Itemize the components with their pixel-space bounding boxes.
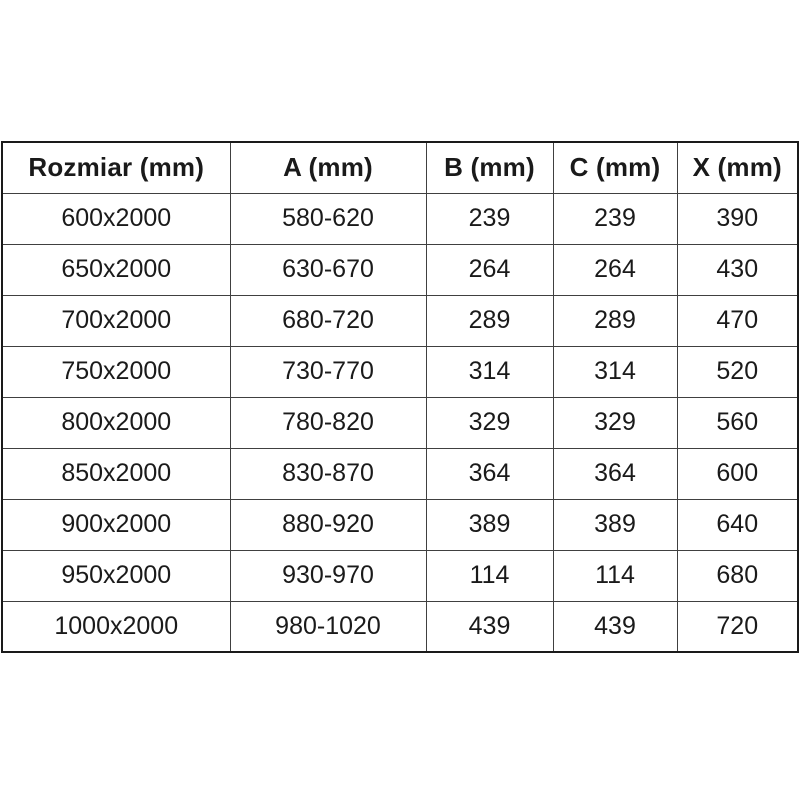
table-cell: 850x2000 xyxy=(2,448,230,499)
table-cell: 439 xyxy=(426,601,553,652)
column-header: C (mm) xyxy=(553,142,677,193)
table-cell: 750x2000 xyxy=(2,346,230,397)
table-cell: 630-670 xyxy=(230,244,426,295)
table-cell: 780-820 xyxy=(230,397,426,448)
table-cell: 430 xyxy=(677,244,798,295)
table-cell: 580-620 xyxy=(230,193,426,244)
table-row xyxy=(2,601,798,652)
table-cell: 900x2000 xyxy=(2,499,230,550)
table-cell: 650x2000 xyxy=(2,244,230,295)
column-header: X (mm) xyxy=(677,142,798,193)
table-cell: 114 xyxy=(426,550,553,601)
header-row xyxy=(2,142,798,193)
column-header: B (mm) xyxy=(426,142,553,193)
table-cell: 329 xyxy=(426,397,553,448)
table-row xyxy=(2,244,798,295)
table-cell: 364 xyxy=(553,448,677,499)
table-cell: 880-920 xyxy=(230,499,426,550)
table-cell: 264 xyxy=(426,244,553,295)
table-cell: 239 xyxy=(426,193,553,244)
table-cell: 264 xyxy=(553,244,677,295)
table-row xyxy=(2,346,798,397)
table-cell: 800x2000 xyxy=(2,397,230,448)
table-cell: 114 xyxy=(553,550,677,601)
table-cell: 830-870 xyxy=(230,448,426,499)
table-cell: 640 xyxy=(677,499,798,550)
table-row xyxy=(2,499,798,550)
table-cell: 314 xyxy=(426,346,553,397)
column-header: Rozmiar (mm) xyxy=(2,142,230,193)
table-cell: 700x2000 xyxy=(2,295,230,346)
table-cell: 470 xyxy=(677,295,798,346)
table-row xyxy=(2,193,798,244)
table-cell: 680 xyxy=(677,550,798,601)
column-header: A (mm) xyxy=(230,142,426,193)
table-row xyxy=(2,550,798,601)
table-cell: 239 xyxy=(553,193,677,244)
table-cell: 1000x2000 xyxy=(2,601,230,652)
table-body xyxy=(2,193,798,652)
table-cell: 730-770 xyxy=(230,346,426,397)
table-cell: 560 xyxy=(677,397,798,448)
table-cell: 520 xyxy=(677,346,798,397)
table-cell: 720 xyxy=(677,601,798,652)
table-cell: 930-970 xyxy=(230,550,426,601)
table-cell: 950x2000 xyxy=(2,550,230,601)
table-cell: 439 xyxy=(553,601,677,652)
table-cell: 289 xyxy=(426,295,553,346)
table-cell: 314 xyxy=(553,346,677,397)
table-cell: 600x2000 xyxy=(2,193,230,244)
table-cell: 389 xyxy=(553,499,677,550)
size-dimensions-table xyxy=(1,141,799,653)
table-cell: 389 xyxy=(426,499,553,550)
table-cell: 980-1020 xyxy=(230,601,426,652)
table-cell: 680-720 xyxy=(230,295,426,346)
table-row xyxy=(2,295,798,346)
table-cell: 600 xyxy=(677,448,798,499)
table-cell: 390 xyxy=(677,193,798,244)
table-cell: 364 xyxy=(426,448,553,499)
table-cell: 329 xyxy=(553,397,677,448)
table-cell: 289 xyxy=(553,295,677,346)
table-row xyxy=(2,448,798,499)
table-row xyxy=(2,397,798,448)
